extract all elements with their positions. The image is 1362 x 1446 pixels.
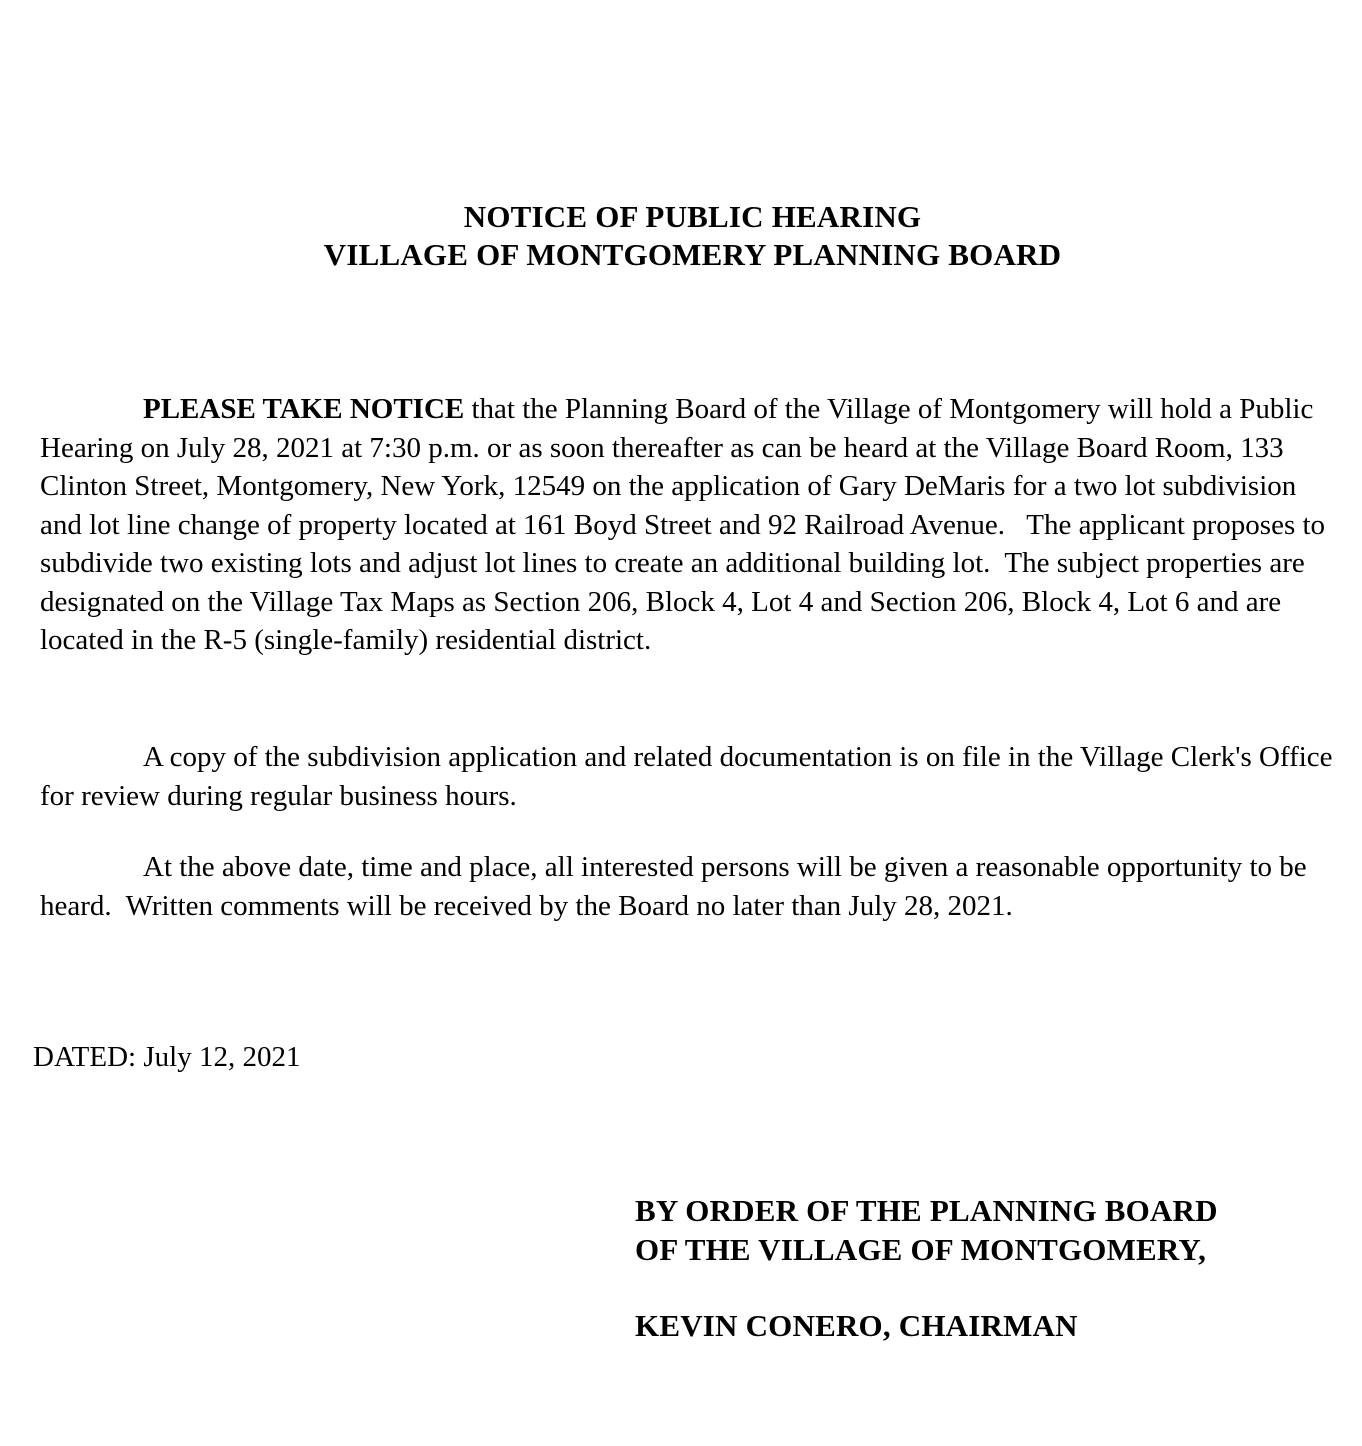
notice-body-text: that the Planning Board of the Village of Montgomery will hold a Public Hearing on July 28, 2021 at 7:30 p.m. or as soon thereafter as can be heard at the Village Board Room, 133 Clinton Street, Montgomery, New York, 12549 on the application of Gary DeMaris for a two lot subdivision and lot line change of property located at 161 Boyd Street and 92 Railroad Avenue. The applicant proposes to subdivide two existing lots and adjust lot lines to create an additional building lot. The subject properties are designated on the Village Tax Maps as Section 206, Block 4, Lot 4 and Section 206, Block 4, Lot 6 and are located in the R-5 (single-family) residential district.	[40, 393, 1333, 656]
copy-on-file-paragraph: A copy of the subdivision application and related documentation is on file in the Village Clerk's Office for review during regular business hours.	[40, 741, 1340, 812]
by-order-line-1: BY ORDER OF THE PLANNING BOARD	[635, 1193, 1218, 1228]
notice-paragraph	[40, 390, 1345, 660]
signature-block	[635, 1192, 1218, 1346]
title-line-village-board: VILLAGE OF MONTGOMERY PLANNING BOARD	[323, 237, 1062, 272]
title-line-notice: NOTICE OF PUBLIC HEARING	[463, 199, 922, 234]
by-order-line-2: OF THE VILLAGE OF MONTGOMERY,	[635, 1231, 1207, 1267]
document-title	[40, 198, 1345, 274]
dated-line: DATED: July 12, 2021	[33, 1041, 301, 1073]
opportunity-to-be-heard-paragraph: At the above date, time and place, all interested persons will be given a reasonable opportunity to be heard. Written comments will be received by the Board no later than July 28, 2021.	[40, 851, 1314, 922]
chairman-name: KEVIN CONERO, CHAIRMAN	[635, 1308, 1078, 1343]
notice-lead-in: PLEASE TAKE NOTICE	[143, 393, 465, 425]
